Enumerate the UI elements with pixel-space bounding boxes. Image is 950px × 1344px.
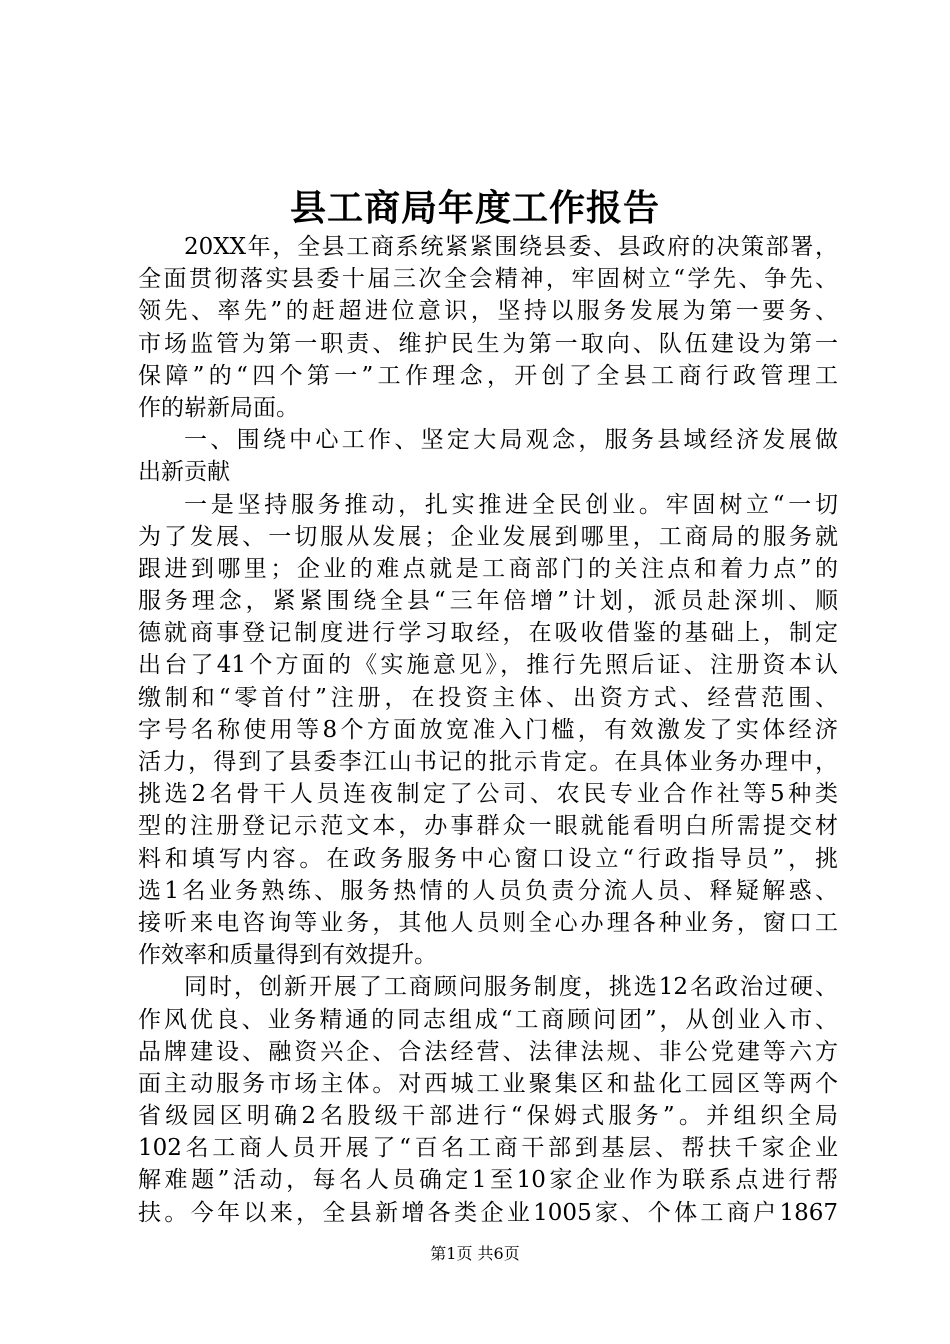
paragraph-line: 作效率和质量得到有效提升。 [138, 942, 437, 969]
paragraph-line: 102名工商人员开展了“百名工商干部到基层、帮扶千家企业 [138, 1135, 838, 1162]
paragraph-line: 解难题”活动，每名人员确定1至10家企业作为联系点进行帮 [138, 1167, 838, 1194]
paragraph-line: 字号名称使用等8个方面放宽准入门槛，有效激发了实体经济 [138, 716, 838, 743]
paragraph-line: 接听来电咨询等业务，其他人员则全心办理各种业务，窗口工 [138, 909, 838, 936]
paragraph-line: 德就商事登记制度进行学习取经，在吸收借鉴的基础上，制定 [138, 620, 838, 647]
paragraph-line: 选1名业务熟练、服务热情的人员负责分流人员、释疑解惑、 [138, 877, 838, 904]
page-footer: 第1页 共6页 [430, 1244, 520, 1263]
paragraph-line: 20XX年，全县工商系统紧紧围绕县委、县政府的决策部署， [184, 234, 838, 260]
paragraph-line: 出新贡献 [138, 459, 230, 486]
paragraph-line: 市场监管为第一职责、维护民生为第一取向、队伍建设为第一 [138, 330, 838, 357]
paragraph-line: 作风优良、业务精通的同志组成“工商顾问团”，从创业入市、 [138, 1006, 838, 1033]
paragraph-line: 全面贯彻落实县委十届三次全会精神，牢固树立“学先、争先、 [138, 266, 838, 293]
paragraph-line: 跟进到哪里；企业的难点就是工商部门的关注点和着力点”的 [138, 555, 838, 582]
paragraph-line: 一、围绕中心工作、坚定大局观念，服务县域经济发展做 [184, 427, 838, 454]
paragraph-line: 作的崭新局面。 [138, 394, 299, 421]
paragraph-line: 为了发展、一切服从发展；企业发展到哪里，工商局的服务就 [138, 523, 838, 550]
paragraph-line: 料和填写内容。在政务服务中心窗口设立“行政指导员”，挑 [138, 845, 838, 872]
paragraph-line: 出台了41个方面的《实施意见》，推行先照后证、注册资本认 [138, 652, 838, 679]
paragraph-line: 品牌建设、融资兴企、合法经营、法律法规、非公党建等六方 [138, 1038, 838, 1065]
paragraph-line: 缴制和“零首付”注册，在投资主体、出资方式、经营范围、 [138, 684, 838, 711]
paragraph-line: 同时，创新开展了工商顾问服务制度，挑选12名政治过硬、 [184, 974, 838, 1001]
paragraph-line: 省级园区明确2名股级干部进行“保姆式服务”。并组织全局 [138, 1103, 838, 1130]
document-title: 县工商局年度工作报告 [289, 187, 660, 229]
paragraph-line: 挑选2名骨干人员连夜制定了公司、农民专业合作社等5种类 [138, 781, 838, 808]
paragraph-line: 活力，得到了县委李江山书记的批示肯定。在具体业务办理中， [138, 749, 838, 775]
paragraph-line: 保障”的“四个第一”工作理念，开创了全县工商行政管理工 [138, 362, 838, 389]
paragraph-line: 型的注册登记示范文本，办事群众一眼就能看明白所需提交材 [138, 813, 838, 840]
paragraph-line: 服务理念，紧紧围绕全县“三年倍增”计划，派员赴深圳、顺 [138, 588, 838, 615]
paragraph-line: 领先、率先”的赶超进位意识，坚持以服务发展为第一要务、 [138, 298, 838, 325]
paragraph-line: 面主动服务市场主体。对西城工业聚集区和盐化工园区等两个 [138, 1070, 838, 1097]
paragraph-line: 一是坚持服务推动，扎实推进全民创业。牢固树立“一切 [184, 491, 838, 518]
paragraph-line: 扶。今年以来，全县新增各类企业1005家、个体工商户1867 [138, 1199, 838, 1226]
document-body [138, 231, 838, 1229]
